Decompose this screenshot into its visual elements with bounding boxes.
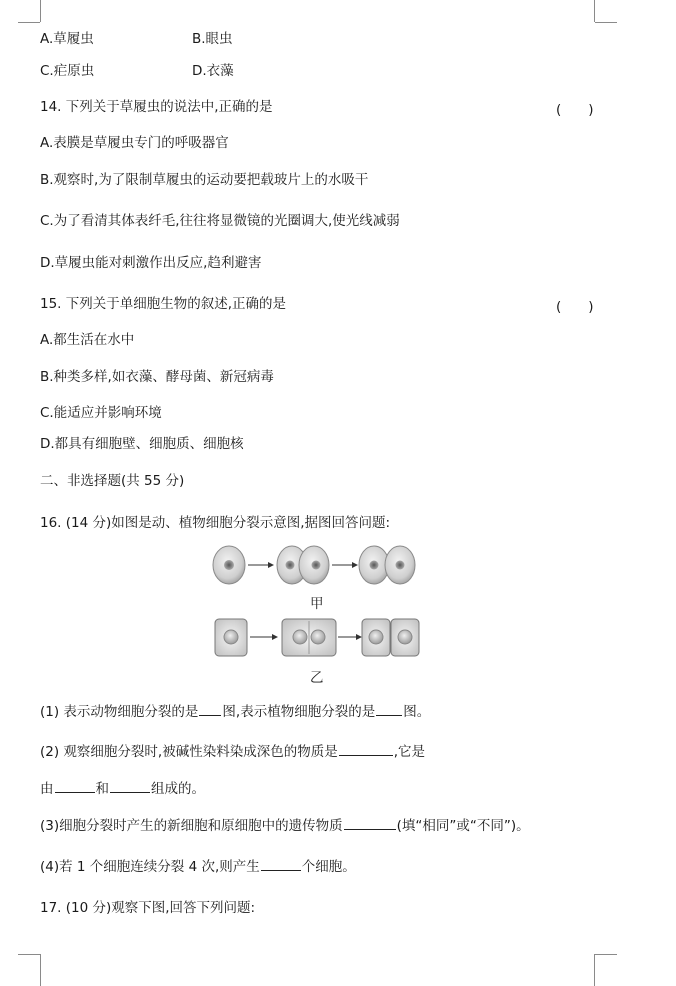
crop-mark <box>40 954 41 986</box>
q15-answer-paren: ( ) <box>556 299 594 315</box>
q16-stem: 16. (14 分)如图是动、植物细胞分裂示意图,据图回答问题: <box>40 515 391 531</box>
answer-blank[interactable] <box>339 742 393 756</box>
q13-option-d: D.衣藻 <box>192 63 234 79</box>
q16-part2-text-b: ,它是 <box>393 744 426 760</box>
q16-part2 <box>40 742 425 761</box>
q17-stem: 17. (10 分)观察下图,回答下列问题: <box>40 900 256 916</box>
answer-blank[interactable] <box>110 779 150 793</box>
q16-part3 <box>40 816 530 835</box>
section-heading: 二、非选择题(共 55 分) <box>40 473 185 489</box>
q15-option-c: C.能适应并影响环境 <box>40 405 162 421</box>
q15-option-d: D.都具有细胞壁、细胞质、细胞核 <box>40 436 244 452</box>
crop-mark <box>18 954 40 955</box>
animal-cell-division-figure <box>210 542 420 590</box>
crop-mark <box>595 22 617 23</box>
answer-blank[interactable] <box>199 702 221 716</box>
q16-part4-text-b: 个细胞。 <box>301 859 356 875</box>
q14-option-a: A.表膜是草履虫专门的呼吸器官 <box>40 135 229 151</box>
crop-mark <box>595 954 617 955</box>
crop-mark <box>40 0 41 22</box>
q14-stem: 14. 下列关于草履虫的说法中,正确的是 <box>40 99 273 115</box>
crop-mark <box>18 22 40 23</box>
q13-option-c: C.疟原虫 <box>40 63 95 79</box>
q14-option-d: D.草履虫能对刺激作出反应,趋利避害 <box>40 255 262 271</box>
q16-part2-text-e: 组成的。 <box>151 781 205 797</box>
q16-part3-text-b: (填“相同”或“不同”)。 <box>396 818 530 834</box>
crop-mark <box>594 0 595 22</box>
q16-part1-text-c: 图。 <box>403 704 431 720</box>
q14-option-b: B.观察时,为了限制草履虫的运动要把载玻片上的水吸干 <box>40 172 369 188</box>
q13-option-a: A.草履虫 <box>40 31 94 47</box>
q16-part2-text-d: 和 <box>95 781 109 797</box>
q14-answer-paren: ( ) <box>556 102 594 118</box>
figure-label-yi: 乙 <box>310 670 324 686</box>
q15-option-a: A.都生活在水中 <box>40 332 135 348</box>
q16-part4 <box>40 857 356 876</box>
q14-option-c: C.为了看清其体表纤毛,往往将显微镜的光圈调大,使光线减弱 <box>40 213 400 229</box>
q15-stem: 15. 下列关于单细胞生物的叙述,正确的是 <box>40 296 287 312</box>
q13-option-b: B.眼虫 <box>192 31 233 47</box>
q16-part2-text-c: 由 <box>40 781 54 797</box>
q16-part1-text-b: 图,表示植物细胞分裂的是 <box>222 704 376 720</box>
q16-part1-text-a: (1) 表示动物细胞分裂的是 <box>40 704 199 720</box>
figure-label-jia: 甲 <box>310 596 324 612</box>
answer-blank[interactable] <box>55 779 95 793</box>
q16-part2-cont <box>40 779 205 798</box>
answer-blank[interactable] <box>261 857 301 871</box>
answer-blank[interactable] <box>344 816 396 830</box>
q16-part2-text-a: (2) 观察细胞分裂时,被碱性染料染成深色的物质是 <box>40 744 338 760</box>
plant-cell-division-figure <box>212 616 424 660</box>
q16-part3-text-a: (3)细胞分裂时产生的新细胞和原细胞中的遗传物质 <box>40 818 343 834</box>
crop-mark <box>594 954 595 986</box>
q16-part4-text-a: (4)若 1 个细胞连续分裂 4 次,则产生 <box>40 859 260 875</box>
q16-part1 <box>40 702 430 721</box>
q15-option-b: B.种类多样,如衣藻、酵母菌、新冠病毒 <box>40 369 274 385</box>
answer-blank[interactable] <box>376 702 402 716</box>
